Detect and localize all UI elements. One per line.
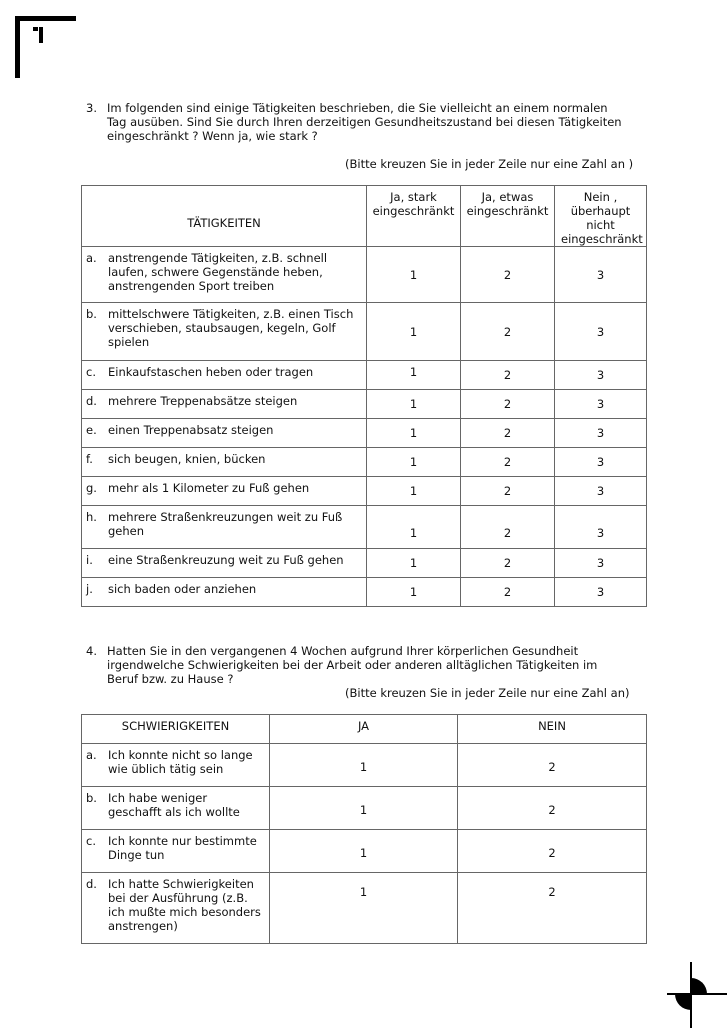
- row-letter: a.: [86, 251, 97, 265]
- answer-3[interactable]: 3: [555, 390, 647, 419]
- table-row: [82, 830, 647, 873]
- row-text: eine Straßenkreuzung weit zu Fuß gehen: [108, 553, 344, 567]
- answer-1[interactable]: 1: [367, 477, 461, 506]
- header-strongly-limited: Ja, stark eingeschränkt: [367, 186, 461, 247]
- row-text: sich beugen, knien, bücken: [108, 452, 266, 466]
- question-3-text: Im folgenden sind einige Tätigkeiten beschrieben, die Sie vielleicht an einem normalen Tag ausüben. Sind Sie durch Ihren derzeitigen Gesundheitszustand bei diesen Tätigkeiten eingeschränkt ? Wenn ja, wie stark ?: [107, 101, 622, 143]
- row-letter: a.: [86, 748, 97, 762]
- row-letter: b.: [86, 791, 97, 805]
- row-letter: i.: [86, 553, 93, 567]
- header-not-limited: Nein , überhaupt nicht eingeschränkt: [555, 186, 647, 247]
- row-letter: e.: [86, 423, 97, 437]
- answer-2[interactable]: 2: [461, 361, 555, 390]
- answer-2[interactable]: 2: [461, 549, 555, 578]
- answer-1[interactable]: 1: [367, 361, 461, 390]
- row-text: Ich hatte Schwierigkeiten bei der Ausführung (z.B. ich mußte mich besonders anstrengen): [108, 877, 261, 933]
- row-text: mehrere Straßenkreuzungen weit zu Fuß gehen: [108, 510, 343, 538]
- header-yes: JA: [270, 715, 458, 744]
- answer-2[interactable]: 2: [461, 247, 555, 303]
- answer-yes[interactable]: 1: [270, 787, 458, 830]
- table-row: [82, 303, 647, 361]
- row-letter: h.: [86, 510, 97, 524]
- row-text: mittelschwere Tätigkeiten, z.B. einen Tisch verschieben, staubsaugen, kegeln, Golf spielen: [108, 307, 354, 349]
- answer-1[interactable]: 1: [367, 506, 461, 549]
- answer-1[interactable]: 1: [367, 419, 461, 448]
- answer-3[interactable]: 3: [555, 247, 647, 303]
- table-row: [82, 419, 647, 448]
- registration-mark-top-left: [0, 0, 90, 90]
- row-text: mehrere Treppenabsätze steigen: [108, 394, 298, 408]
- row-text: sich baden oder anziehen: [108, 582, 257, 596]
- header-somewhat-limited: Ja, etwas eingeschränkt: [461, 186, 555, 247]
- answer-no[interactable]: 2: [458, 830, 647, 873]
- table-row: [82, 477, 647, 506]
- answer-3[interactable]: 3: [555, 419, 647, 448]
- table-row: [82, 744, 647, 787]
- row-text: anstrengende Tätigkeiten, z.B. schnell laufen, schwere Gegenstände heben, anstrengenden Sport treiben: [108, 251, 328, 293]
- difficulties-table: [81, 714, 647, 944]
- answer-2[interactable]: 2: [461, 477, 555, 506]
- answer-1[interactable]: 1: [367, 303, 461, 361]
- table-row: [82, 549, 647, 578]
- question-4-text: Hatten Sie in den vergangenen 4 Wochen aufgrund Ihrer körperlichen Gesundheit irgendwelche Schwierigkeiten bei der Arbeit oder anderen alltäglichen Tätigkeiten im Beruf bzw. zu Hause ?: [107, 644, 598, 686]
- table-row: [82, 578, 647, 607]
- answer-yes[interactable]: 1: [270, 744, 458, 787]
- row-letter: c.: [86, 365, 96, 379]
- question-3-hint: (Bitte kreuzen Sie in jeder Zeile nur eine Zahl an ): [345, 157, 634, 171]
- answer-3[interactable]: 3: [555, 477, 647, 506]
- row-letter: d.: [86, 394, 97, 408]
- row-text: Ich konnte nicht so lange wie üblich tätig sein: [108, 748, 253, 776]
- answer-1[interactable]: 1: [367, 578, 461, 607]
- answer-no[interactable]: 2: [458, 873, 647, 944]
- answer-1[interactable]: 1: [367, 390, 461, 419]
- answer-2[interactable]: 2: [461, 506, 555, 549]
- row-text: mehr als 1 Kilometer zu Fuß gehen: [108, 481, 310, 495]
- row-text: Ich habe weniger geschafft als ich wollte: [108, 791, 240, 819]
- answer-3[interactable]: 3: [555, 361, 647, 390]
- row-text: Einkaufstaschen heben oder tragen: [108, 365, 314, 379]
- activities-header: TÄTIGKEITEN: [82, 186, 367, 247]
- row-letter: c.: [86, 834, 96, 848]
- answer-1[interactable]: 1: [367, 549, 461, 578]
- answer-no[interactable]: 2: [458, 744, 647, 787]
- table-row: [82, 448, 647, 477]
- row-letter: j.: [86, 582, 93, 596]
- answer-3[interactable]: 3: [555, 506, 647, 549]
- table-row: [82, 390, 647, 419]
- header-no: NEIN: [458, 715, 647, 744]
- row-text: einen Treppenabsatz steigen: [108, 423, 274, 437]
- table-row: [82, 361, 647, 390]
- question-4-hint: (Bitte kreuzen Sie in jeder Zeile nur eine Zahl an): [345, 686, 630, 700]
- activities-table: [81, 185, 647, 607]
- answer-2[interactable]: 2: [461, 303, 555, 361]
- answer-2[interactable]: 2: [461, 390, 555, 419]
- table-row: [82, 787, 647, 830]
- answer-3[interactable]: 3: [555, 448, 647, 477]
- table-row: [82, 506, 647, 549]
- row-letter: g.: [86, 481, 97, 495]
- answer-2[interactable]: 2: [461, 419, 555, 448]
- table-row: [82, 873, 647, 944]
- registration-mark-bottom-right: [663, 962, 727, 1028]
- answer-3[interactable]: 3: [555, 549, 647, 578]
- answer-2[interactable]: 2: [461, 448, 555, 477]
- answer-1[interactable]: 1: [367, 448, 461, 477]
- answer-yes[interactable]: 1: [270, 830, 458, 873]
- answer-no[interactable]: 2: [458, 787, 647, 830]
- answer-yes[interactable]: 1: [270, 873, 458, 944]
- row-letter: d.: [86, 877, 97, 891]
- answer-2[interactable]: 2: [461, 578, 555, 607]
- row-text: Ich konnte nur bestimmte Dinge tun: [108, 834, 257, 862]
- question-3-number: 3.: [86, 101, 97, 115]
- table-row: [82, 247, 647, 303]
- row-letter: f.: [86, 452, 93, 466]
- answer-3[interactable]: 3: [555, 578, 647, 607]
- row-letter: b.: [86, 307, 97, 321]
- question-4-number: 4.: [86, 644, 97, 658]
- answer-3[interactable]: 3: [555, 303, 647, 361]
- difficulties-header: SCHWIERIGKEITEN: [82, 715, 270, 744]
- answer-1[interactable]: 1: [367, 247, 461, 303]
